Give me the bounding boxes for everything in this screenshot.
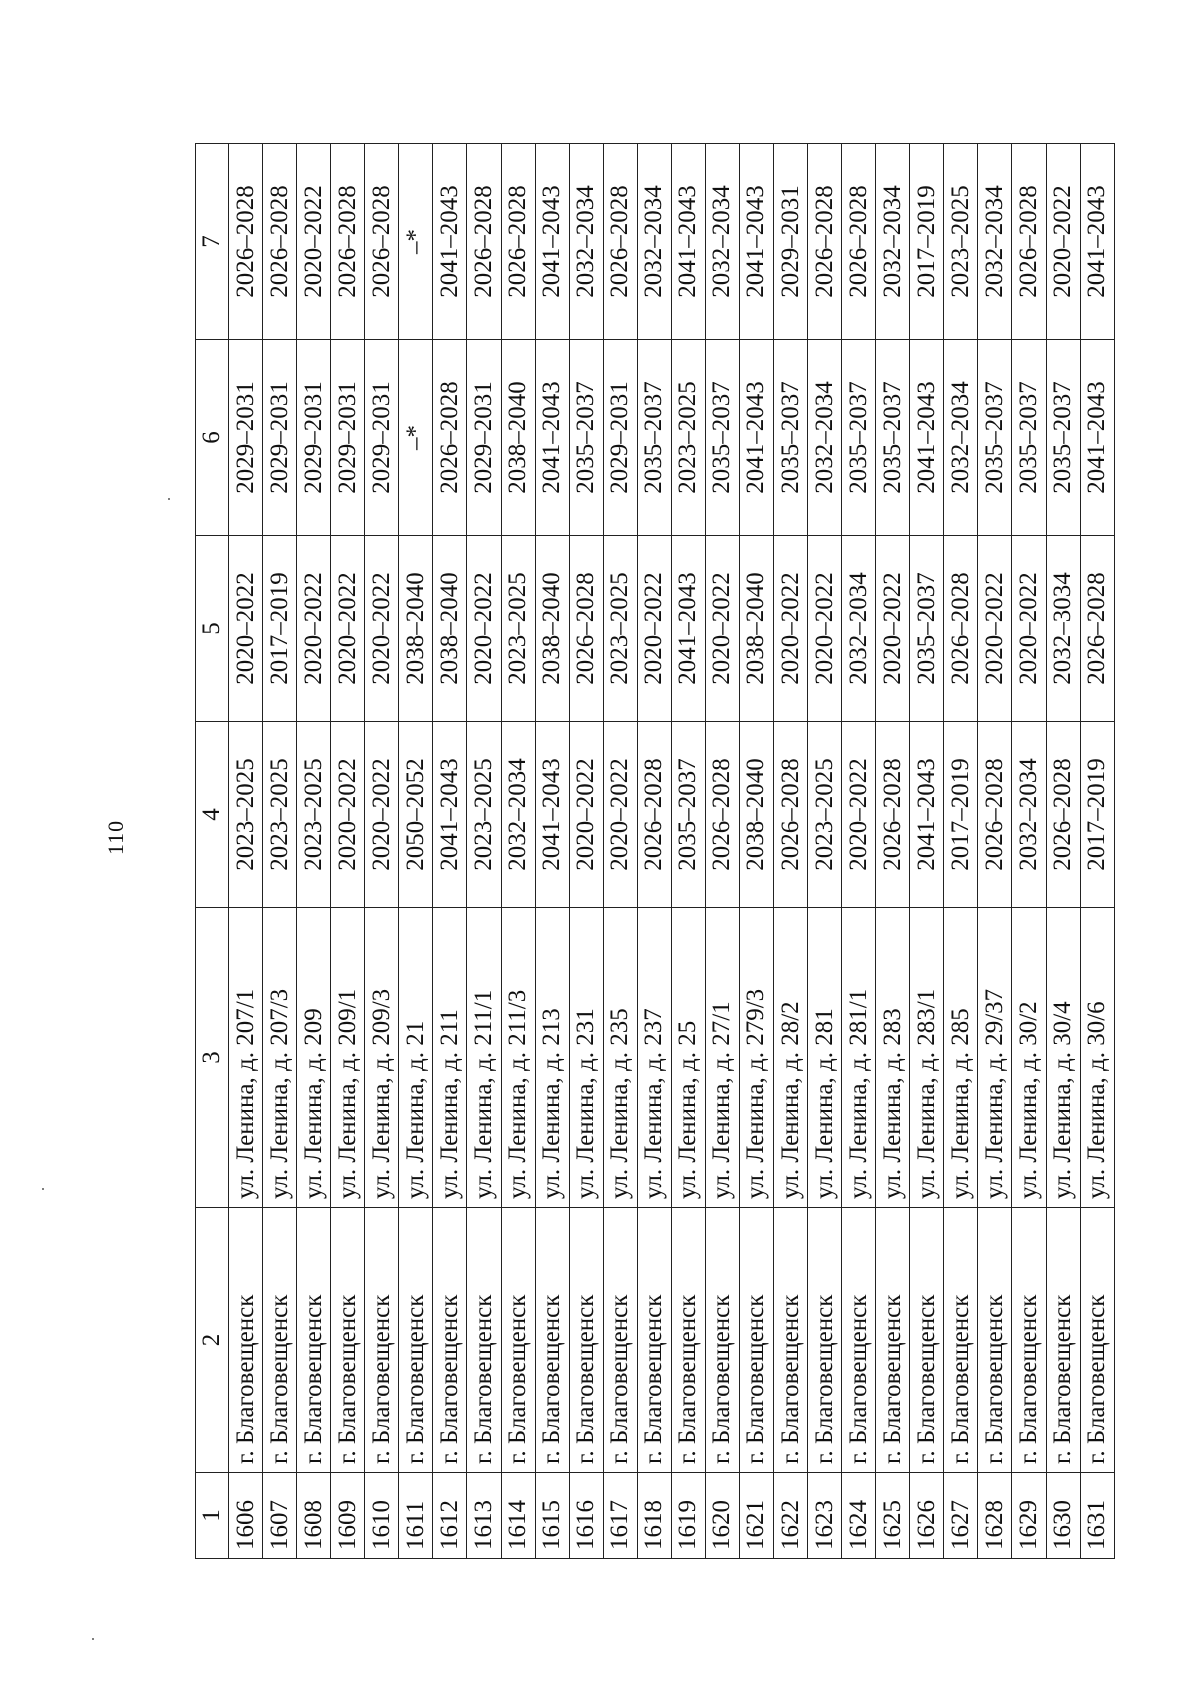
- period-col4-cell: 2041–2043: [433, 722, 467, 908]
- table-row: [501, 144, 535, 1559]
- register-table: [195, 143, 1115, 1559]
- city-cell: г. Благовещенск: [331, 1208, 365, 1473]
- city-cell: г. Благовещенск: [842, 1208, 876, 1473]
- address-cell: ул. Ленина, д. 209: [297, 908, 331, 1208]
- period-col4-cell: 2038–2040: [739, 722, 773, 908]
- row-number: 1626: [910, 1473, 944, 1559]
- period-col4-cell: 2026–2028: [978, 722, 1012, 908]
- city-cell: г. Благовещенск: [1080, 1208, 1114, 1473]
- row-number: 1612: [433, 1473, 467, 1559]
- row-number: 1610: [365, 1473, 399, 1559]
- period-col7-cell: 2032–2034: [705, 144, 739, 340]
- table-row: [467, 144, 501, 1559]
- address-cell: ул. Ленина, д. 231: [569, 908, 603, 1208]
- table-row: [910, 144, 944, 1559]
- period-col7-cell: 2041–2043: [671, 144, 705, 340]
- address-cell: ул. Ленина, д. 207/3: [263, 908, 297, 1208]
- period-col4-cell: 2026–2028: [637, 722, 671, 908]
- city-cell: г. Благовещенск: [229, 1208, 263, 1473]
- row-number: 1608: [297, 1473, 331, 1559]
- period-col5-cell: 2026–2028: [569, 536, 603, 722]
- period-col6-cell: 2029–2031: [263, 340, 297, 536]
- period-col4-cell: 2041–2043: [910, 722, 944, 908]
- period-col6-cell: 2029–2031: [331, 340, 365, 536]
- period-col5-cell: 2017–2019: [263, 536, 297, 722]
- city-cell: г. Благовещенск: [1046, 1208, 1080, 1473]
- row-number: 1618: [637, 1473, 671, 1559]
- period-col6-cell: 2029–2031: [365, 340, 399, 536]
- column-header: 5: [196, 536, 229, 722]
- row-number: 1621: [739, 1473, 773, 1559]
- address-cell: ул. Ленина, д. 279/3: [739, 908, 773, 1208]
- row-number: 1630: [1046, 1473, 1080, 1559]
- period-col5-cell: 2020–2022: [467, 536, 501, 722]
- table-row: [229, 144, 263, 1559]
- address-cell: ул. Ленина, д. 283/1: [910, 908, 944, 1208]
- column-header: 6: [196, 340, 229, 536]
- table-header-row: [196, 144, 229, 1559]
- city-cell: г. Благовещенск: [944, 1208, 978, 1473]
- city-cell: г. Благовещенск: [808, 1208, 842, 1473]
- address-cell: ул. Ленина, д. 237: [637, 908, 671, 1208]
- period-col4-cell: 2023–2025: [297, 722, 331, 908]
- address-cell: ул. Ленина, д. 207/1: [229, 908, 263, 1208]
- address-cell: ул. Ленина, д. 29/37: [978, 908, 1012, 1208]
- city-cell: г. Благовещенск: [433, 1208, 467, 1473]
- period-col5-cell: 2020–2022: [365, 536, 399, 722]
- address-cell: ул. Ленина, д. 281/1: [842, 908, 876, 1208]
- period-col5-cell: 2026–2028: [1080, 536, 1114, 722]
- period-col6-cell: 2029–2031: [229, 340, 263, 536]
- period-col7-cell: 2041–2043: [535, 144, 569, 340]
- period-col6-cell: 2035–2037: [774, 340, 808, 536]
- period-col7-cell: 2041–2043: [433, 144, 467, 340]
- address-cell: ул. Ленина, д. 30/6: [1080, 908, 1114, 1208]
- period-col5-cell: 2038–2040: [399, 536, 433, 722]
- city-cell: г. Благовещенск: [978, 1208, 1012, 1473]
- table-row: [399, 144, 433, 1559]
- address-cell: ул. Ленина, д. 283: [876, 908, 910, 1208]
- period-col6-cell: 2023–2025: [671, 340, 705, 536]
- period-col6-cell: 2035–2037: [705, 340, 739, 536]
- period-col6-cell: 2041–2043: [1080, 340, 1114, 536]
- row-number: 1631: [1080, 1473, 1114, 1559]
- city-cell: г. Благовещенск: [637, 1208, 671, 1473]
- period-col7-cell: 2026–2028: [467, 144, 501, 340]
- address-cell: ул. Ленина, д. 281: [808, 908, 842, 1208]
- city-cell: г. Благовещенск: [365, 1208, 399, 1473]
- period-col5-cell: 2020–2022: [705, 536, 739, 722]
- period-col5-cell: 2020–2022: [978, 536, 1012, 722]
- period-col6-cell: 2035–2037: [978, 340, 1012, 536]
- period-col5-cell: 2035–2037: [910, 536, 944, 722]
- scan-speck: [168, 498, 170, 500]
- city-cell: г. Благовещенск: [569, 1208, 603, 1473]
- period-col5-cell: 2020–2022: [774, 536, 808, 722]
- period-col4-cell: 2023–2025: [229, 722, 263, 908]
- period-col4-cell: 2020–2022: [331, 722, 365, 908]
- period-col5-cell: 2038–2040: [433, 536, 467, 722]
- period-col4-cell: 2020–2022: [569, 722, 603, 908]
- period-col6-cell: 2035–2037: [1012, 340, 1046, 536]
- row-number: 1607: [263, 1473, 297, 1559]
- row-number: 1619: [671, 1473, 705, 1559]
- period-col4-cell: 2026–2028: [774, 722, 808, 908]
- row-number: 1606: [229, 1473, 263, 1559]
- row-number: 1615: [535, 1473, 569, 1559]
- period-col6-cell: 2038–2040: [501, 340, 535, 536]
- table-row: [705, 144, 739, 1559]
- period-col5-cell: 2020–2022: [637, 536, 671, 722]
- period-col5-cell: 2026–2028: [944, 536, 978, 722]
- row-number: 1616: [569, 1473, 603, 1559]
- period-col6-cell: 2035–2037: [569, 340, 603, 536]
- city-cell: г. Благовещенск: [739, 1208, 773, 1473]
- period-col5-cell: 2020–2022: [229, 536, 263, 722]
- period-col5-cell: 2020–2022: [808, 536, 842, 722]
- table-row: [637, 144, 671, 1559]
- row-number: 1613: [467, 1473, 501, 1559]
- address-cell: ул. Ленина, д. 30/2: [1012, 908, 1046, 1208]
- period-col4-cell: 2020–2022: [365, 722, 399, 908]
- period-col7-cell: 2026–2028: [603, 144, 637, 340]
- table-row: [671, 144, 705, 1559]
- period-col6-cell: 2026–2028: [433, 340, 467, 536]
- table-container: [195, 144, 1115, 1559]
- table-row: [331, 144, 365, 1559]
- period-col7-cell: 2026–2028: [229, 144, 263, 340]
- period-col7-cell: –*: [399, 144, 433, 340]
- period-col4-cell: 2017–2019: [944, 722, 978, 908]
- period-col6-cell: 2029–2031: [467, 340, 501, 536]
- address-cell: ул. Ленина, д. 27/1: [705, 908, 739, 1208]
- row-number: 1628: [978, 1473, 1012, 1559]
- period-col7-cell: 2026–2028: [263, 144, 297, 340]
- table-row: [297, 144, 331, 1559]
- period-col6-cell: 2032–2034: [808, 340, 842, 536]
- period-col4-cell: 2050–2052: [399, 722, 433, 908]
- period-col7-cell: 2032–2034: [876, 144, 910, 340]
- scan-speck: [92, 1638, 94, 1640]
- period-col4-cell: 2026–2028: [876, 722, 910, 908]
- scan-speck: [42, 1188, 44, 1190]
- city-cell: г. Благовещенск: [876, 1208, 910, 1473]
- period-col6-cell: 2041–2043: [910, 340, 944, 536]
- city-cell: г. Благовещенск: [535, 1208, 569, 1473]
- period-col4-cell: 2041–2043: [535, 722, 569, 908]
- row-number: 1617: [603, 1473, 637, 1559]
- table-row: [569, 144, 603, 1559]
- period-col7-cell: 2020–2022: [297, 144, 331, 340]
- period-col7-cell: 2032–2034: [978, 144, 1012, 340]
- period-col7-cell: 2026–2028: [842, 144, 876, 340]
- table-row: [978, 144, 1012, 1559]
- table-row: [739, 144, 773, 1559]
- period-col4-cell: 2020–2022: [603, 722, 637, 908]
- period-col4-cell: 2023–2025: [808, 722, 842, 908]
- city-cell: г. Благовещенск: [297, 1208, 331, 1473]
- period-col7-cell: 2032–2034: [569, 144, 603, 340]
- row-number: 1623: [808, 1473, 842, 1559]
- period-col6-cell: 2041–2043: [739, 340, 773, 536]
- address-cell: ул. Ленина, д. 211: [433, 908, 467, 1208]
- row-number: 1620: [705, 1473, 739, 1559]
- city-cell: г. Благовещенск: [774, 1208, 808, 1473]
- period-col6-cell: 2029–2031: [297, 340, 331, 536]
- period-col4-cell: 2023–2025: [263, 722, 297, 908]
- table-row: [535, 144, 569, 1559]
- city-cell: г. Благовещенск: [467, 1208, 501, 1473]
- period-col5-cell: 2041–2043: [671, 536, 705, 722]
- period-col6-cell: 2041–2043: [535, 340, 569, 536]
- city-cell: г. Благовещенск: [671, 1208, 705, 1473]
- period-col7-cell: 2029–2031: [774, 144, 808, 340]
- table-row: [808, 144, 842, 1559]
- table-row: [263, 144, 297, 1559]
- period-col5-cell: 2038–2040: [535, 536, 569, 722]
- address-cell: ул. Ленина, д. 211/3: [501, 908, 535, 1208]
- period-col6-cell: 2035–2037: [637, 340, 671, 536]
- table-row: [1080, 144, 1114, 1559]
- city-cell: г. Благовещенск: [603, 1208, 637, 1473]
- column-header: 4: [196, 722, 229, 908]
- city-cell: г. Благовещенск: [1012, 1208, 1046, 1473]
- row-number: 1627: [944, 1473, 978, 1559]
- city-cell: г. Благовещенск: [705, 1208, 739, 1473]
- period-col7-cell: 2020–2022: [1046, 144, 1080, 340]
- period-col7-cell: 2017–2019: [910, 144, 944, 340]
- row-number: 1624: [842, 1473, 876, 1559]
- table-row: [365, 144, 399, 1559]
- table-row: [842, 144, 876, 1559]
- address-cell: ул. Ленина, д. 25: [671, 908, 705, 1208]
- table-row: [433, 144, 467, 1559]
- period-col7-cell: 2026–2028: [501, 144, 535, 340]
- address-cell: ул. Ленина, д. 213: [535, 908, 569, 1208]
- table-row: [944, 144, 978, 1559]
- period-col5-cell: 2032–3034: [1046, 536, 1080, 722]
- period-col4-cell: 2023–2025: [467, 722, 501, 908]
- address-cell: ул. Ленина, д. 211/1: [467, 908, 501, 1208]
- period-col7-cell: 2026–2028: [365, 144, 399, 340]
- table-row: [603, 144, 637, 1559]
- address-cell: ул. Ленина, д. 21: [399, 908, 433, 1208]
- period-col4-cell: 2032–2034: [501, 722, 535, 908]
- address-cell: ул. Ленина, д. 209/3: [365, 908, 399, 1208]
- table-body: [229, 144, 1115, 1559]
- period-col5-cell: 2020–2022: [1012, 536, 1046, 722]
- period-col6-cell: 2029–2031: [603, 340, 637, 536]
- period-col7-cell: 2041–2043: [739, 144, 773, 340]
- period-col7-cell: 2032–2034: [637, 144, 671, 340]
- period-col5-cell: 2023–2025: [501, 536, 535, 722]
- address-cell: ул. Ленина, д. 28/2: [774, 908, 808, 1208]
- address-cell: ул. Ленина, д. 235: [603, 908, 637, 1208]
- column-header: 1: [196, 1473, 229, 1559]
- page-number: 110: [103, 819, 128, 855]
- period-col6-cell: 2035–2037: [1046, 340, 1080, 536]
- period-col4-cell: 2032–2034: [1012, 722, 1046, 908]
- address-cell: ул. Ленина, д. 285: [944, 908, 978, 1208]
- row-number: 1629: [1012, 1473, 1046, 1559]
- period-col7-cell: 2023–2025: [944, 144, 978, 340]
- column-header: 3: [196, 908, 229, 1208]
- table-row: [774, 144, 808, 1559]
- row-number: 1625: [876, 1473, 910, 1559]
- period-col4-cell: 2026–2028: [705, 722, 739, 908]
- column-header: 2: [196, 1208, 229, 1473]
- period-col5-cell: 2020–2022: [297, 536, 331, 722]
- period-col7-cell: 2026–2028: [1012, 144, 1046, 340]
- row-number: 1609: [331, 1473, 365, 1559]
- table-row: [876, 144, 910, 1559]
- address-cell: ул. Ленина, д. 209/1: [331, 908, 365, 1208]
- address-cell: ул. Ленина, д. 30/4: [1046, 908, 1080, 1208]
- city-cell: г. Благовещенск: [910, 1208, 944, 1473]
- period-col5-cell: 2032–2034: [842, 536, 876, 722]
- period-col5-cell: 2023–2025: [603, 536, 637, 722]
- period-col5-cell: 2020–2022: [876, 536, 910, 722]
- city-cell: г. Благовещенск: [263, 1208, 297, 1473]
- period-col6-cell: 2032–2034: [944, 340, 978, 536]
- table-row: [1012, 144, 1046, 1559]
- city-cell: г. Благовещенск: [501, 1208, 535, 1473]
- period-col4-cell: 2026–2028: [1046, 722, 1080, 908]
- column-header: 7: [196, 144, 229, 340]
- period-col4-cell: 2020–2022: [842, 722, 876, 908]
- row-number: 1614: [501, 1473, 535, 1559]
- period-col5-cell: 2020–2022: [331, 536, 365, 722]
- period-col4-cell: 2017–2019: [1080, 722, 1114, 908]
- period-col6-cell: 2035–2037: [876, 340, 910, 536]
- row-number: 1622: [774, 1473, 808, 1559]
- row-number: 1611: [399, 1473, 433, 1559]
- city-cell: г. Благовещенск: [399, 1208, 433, 1473]
- table-row: [1046, 144, 1080, 1559]
- period-col7-cell: 2026–2028: [331, 144, 365, 340]
- period-col6-cell: 2035–2037: [842, 340, 876, 536]
- period-col7-cell: 2041–2043: [1080, 144, 1114, 340]
- period-col5-cell: 2038–2040: [739, 536, 773, 722]
- period-col7-cell: 2026–2028: [808, 144, 842, 340]
- period-col4-cell: 2035–2037: [671, 722, 705, 908]
- period-col6-cell: –*: [399, 340, 433, 536]
